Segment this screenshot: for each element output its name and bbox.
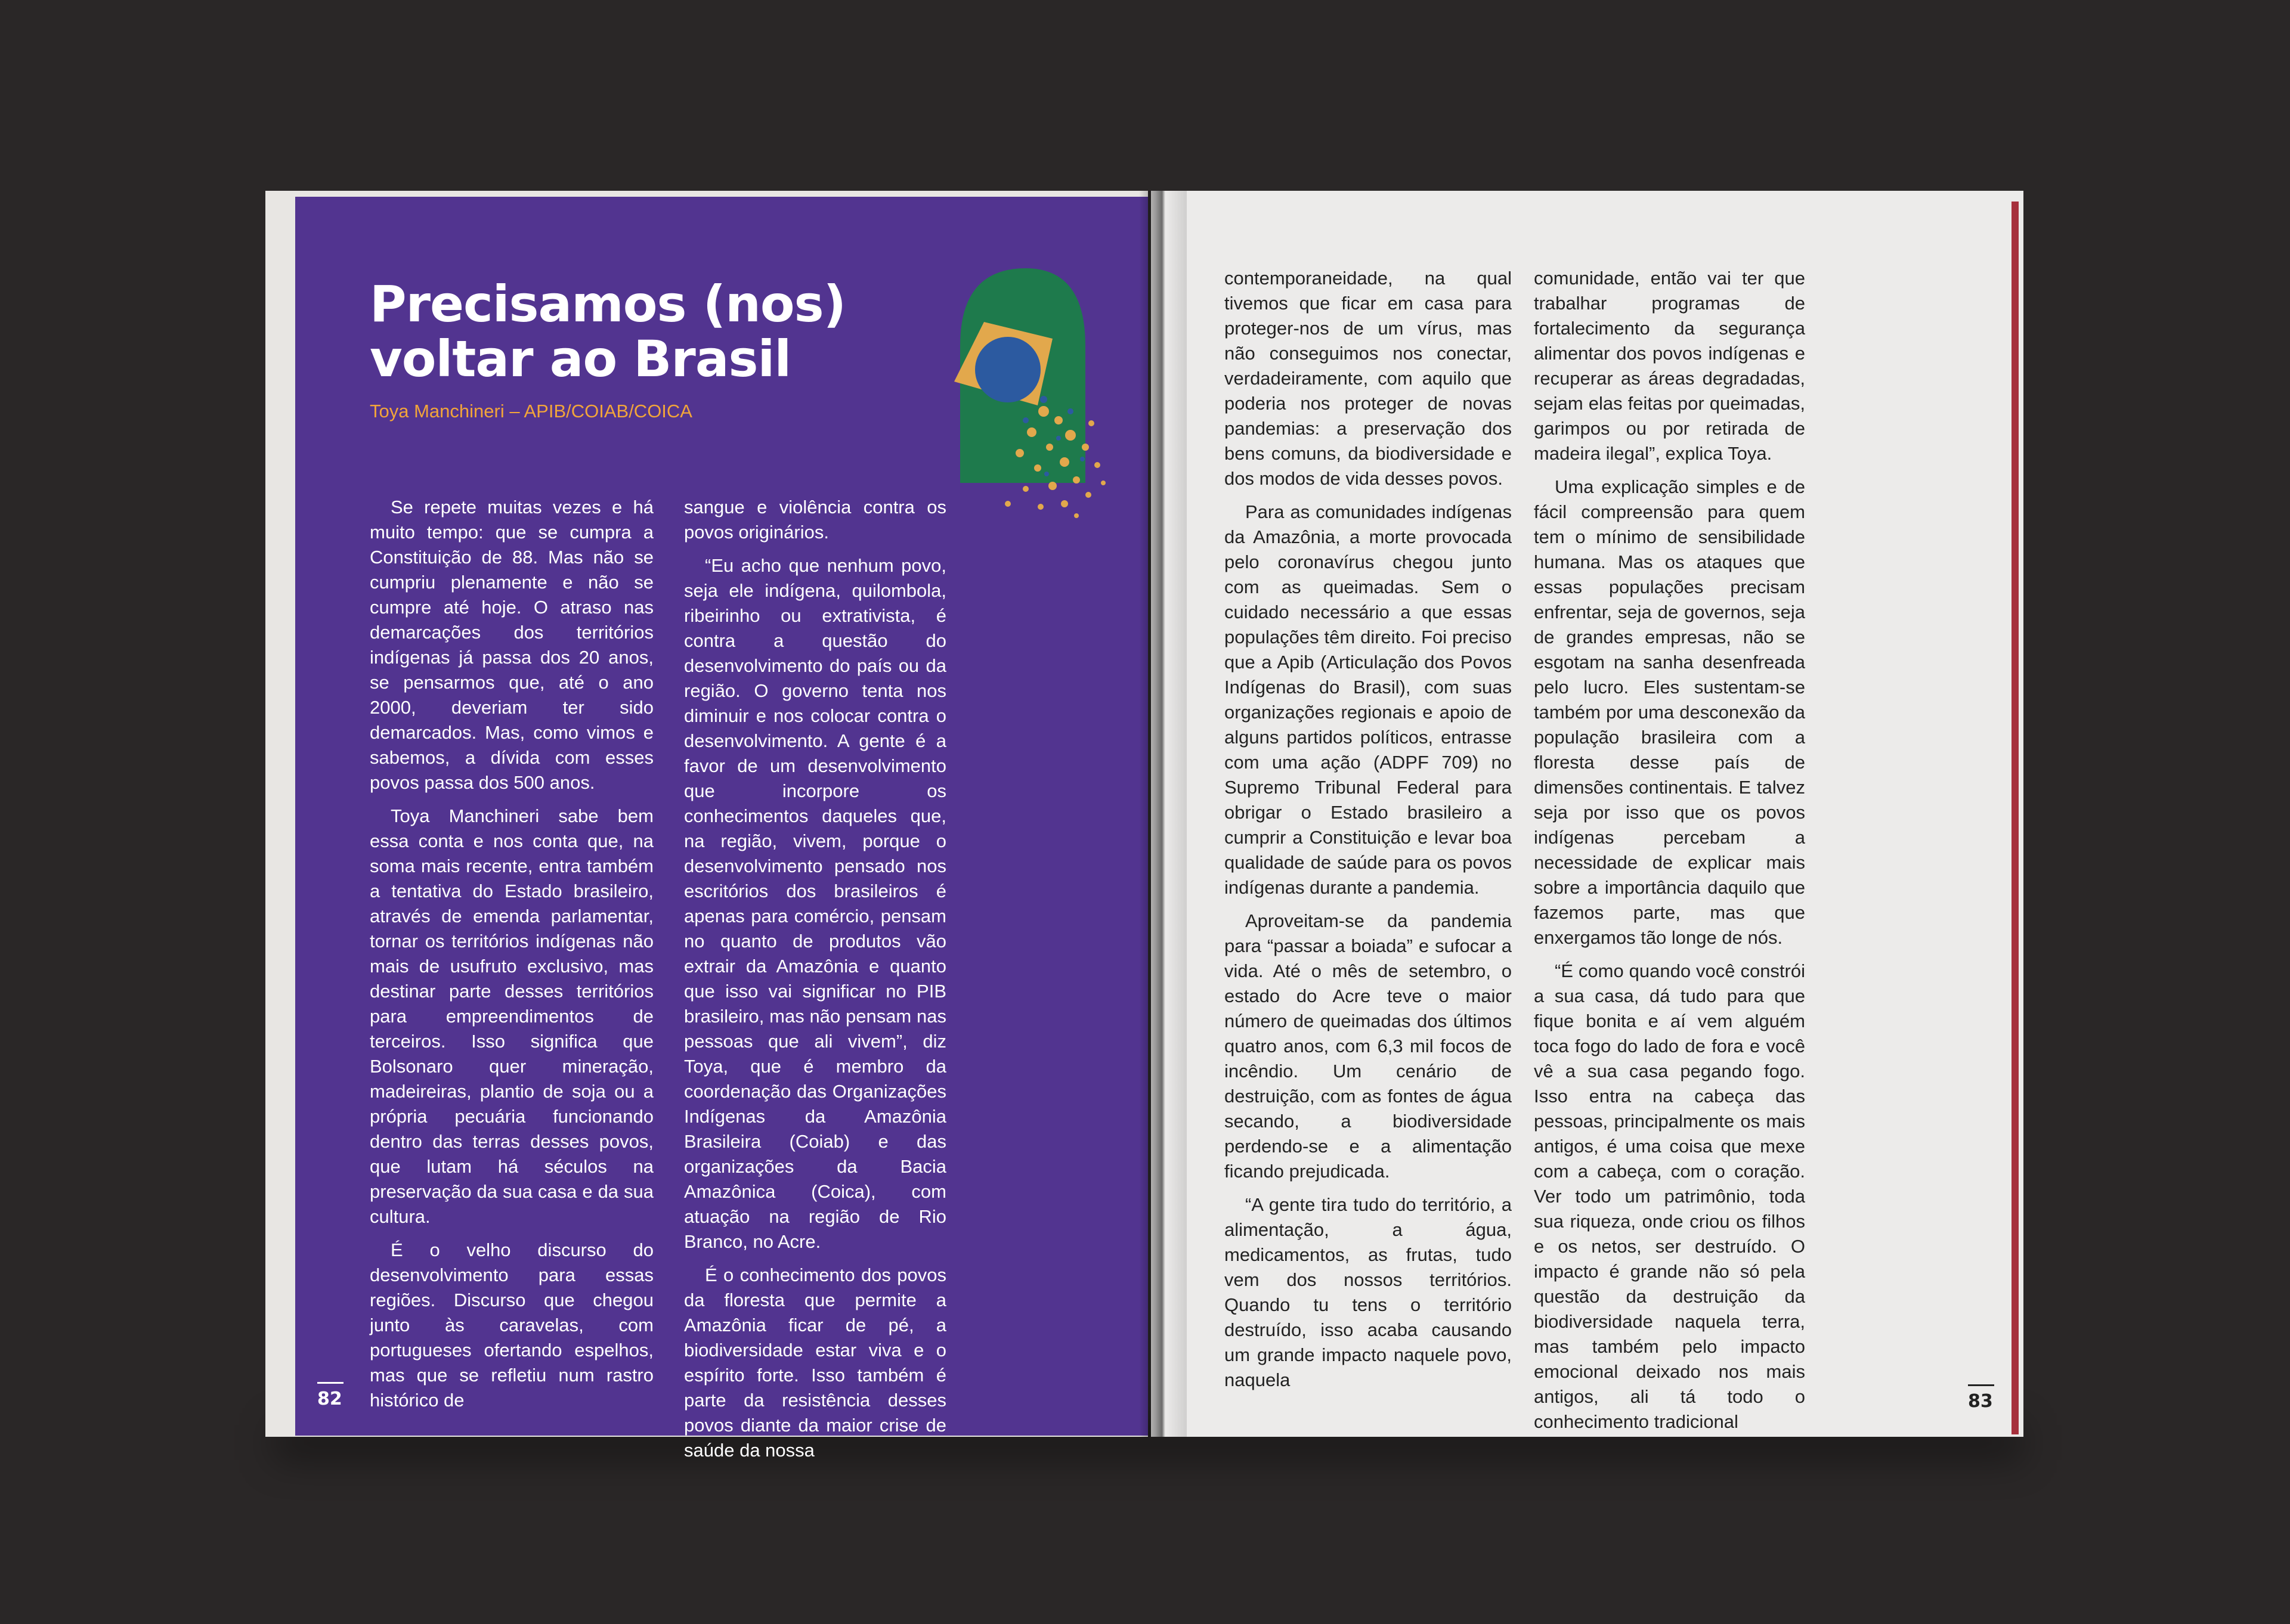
right-page-column-2 (1534, 266, 1805, 1443)
paragraph: “É como quando você constrói a sua casa, dá tudo para que fique bonita e aí vem alguém toca fogo do lado de fora e você vê a sua casa pegando fogo. Isso entra na cabeça das pessoas, principalmente os mais antigos, é uma coisa que mexe com a cabeça, com o coração. Ver todo um patrimônio, toda sua riqueza, onde criou os filhos e os netos, ser destruído. O impacto é grande não só pela questão da destruição da biodiversidade naquela terra, mas também pelo impacto emocional deixado nos mais antigos, ali tá todo o conhecimento tradicional (1534, 960, 1805, 1432)
right-page-column-1 (1224, 266, 1512, 1401)
article-byline: Toya Manchineri – APIB/COIAB/COICA (370, 401, 692, 422)
article-title (370, 277, 846, 386)
book-gutter (1139, 191, 1187, 1437)
left-page-column-2 (684, 495, 946, 1471)
paragraph: Se repete muitas vezes e há muito tempo: que se cumpra a Constituição de 88. Mas não se cumpriu plenamente e não se cumpre até hoje. O atraso nas demarcações dos territórios indígenas já passa dos 20 anos, se pensarmos que, até o ano 2000, deveriam ter sido demarcados. Mas, como vimos e sabemos, a dívida com esses povos passa dos 500 anos. (370, 497, 654, 793)
brazil-flag-crumbling-icon (948, 268, 1115, 531)
paragraph: contemporaneidade, na qual tivemos que ficar em casa para proteger-nos de um vírus, mas não conseguimos nos conectar, verdadeiramente, com aquilo que poderia nos proteger de novas pandemias: a preservação dos bens comuns, da biodiversidade e dos modos de vida desses povos. (1224, 268, 1512, 489)
page-edge-stripe (2012, 202, 2019, 1434)
title-line-2: voltar ao Brasil (370, 330, 791, 388)
paragraph: sangue e violência contra os povos originários. (684, 497, 946, 543)
page-number-left (317, 1382, 344, 1409)
title-line-1: Precisamos (nos) (370, 275, 846, 333)
paragraph: Toya Manchineri sabe bem essa conta e nos conta que, na soma mais recente, entra também a tentativa do Estado brasileiro, através de emenda parlamentar, tornar os territórios indígenas não mais de usufruto exclusivo, mas destinar parte desses territórios para empreendimentos de terceiros. Isso significa que Bolsonaro quer mineração, madeireiras, plantio de soja ou a própria pecuária funcionando dentro das terras desses povos, que lutam há séculos na preservação da sua casa e da sua cultura. (370, 805, 654, 1227)
paragraph: Para as comunidades indígenas da Amazônia, a morte provocada pelo coronavírus chegou junto com as queimadas. Sem o cuidado necessário a que essas populações têm direito. Foi preciso que a Apib (Articulação dos Povos Indígenas do Brasil), com suas organizações regionais e apoio de alguns partidos políticos, entrasse com uma ação (ADPF 709) no Supremo Tribunal Federal para obrigar o Estado brasileiro a cumprir a Constituição e levar boa qualidade de saúde para os povos indígenas durante a pandemia. (1224, 501, 1512, 898)
paragraph: comunidade, então vai ter que trabalhar programas de fortalecimento da segurança alimentar dos povos indígenas e recuperar as áreas degradadas, sejam elas feitas por queimadas, garimpos ou por retirada de madeira ilegal”, explica Toya. (1534, 268, 1805, 464)
paragraph: Uma explicação simples e de fácil compreensão para quem tem o mínimo de sensibilidade humana. Mas os ataques que essas populações precisam enfrentar, seja de governos, seja de grandes empresas, não se esgotam na sanha desenfreada pelo lucro. Eles sustentam-se também por uma desconexão da população brasileira com a floresta desse país de dimensões continentais. E talvez seja por isso que os povos indígenas percebam a necessidade de explicar mais sobre a importância daquilo que fazemos parte, mas que enxergamos tão longe de nós. (1534, 476, 1805, 948)
paragraph: “Eu acho que nenhum povo, seja ele indígena, quilombola, ribeirinho ou extrativista, é contra a questão do desenvolvimento do país ou da região. O governo tenta nos diminuir e nos colocar contra o desenvolvimento. A gente é a favor de um desenvolvimento que incorpore os conhecimentos daqueles que, na região, vivem, porque o desenvolvimento pensado nos escritórios dos brasileiros é apenas para comércio, pensam no quanto de produtos vão extrair da Amazônia e quanto que isso vai significar no PIB brasileiro, mas não pensam nas pessoas que ali vivem”, diz Toya, que é membro da coordenação das Organizações Indígenas da Amazônia Brasileira (Coiab) e das organizações da Bacia Amazônica (Coica), com atuação na região de Rio Branco, no Acre. (684, 555, 946, 1252)
page-number-value: 82 (317, 1389, 342, 1409)
paragraph: É o conhecimento dos povos da floresta que permite a Amazônia ficar de pé, a biodiversidade estar viva e o espírito forte. Isso também é parte da resistência desses povos diante da maior crise de saúde da nossa (684, 1265, 946, 1461)
page-number-rule (317, 1382, 344, 1384)
page-number-value: 83 (1968, 1391, 1993, 1412)
paragraph: Aproveitam-se da pandemia para “passar a boiada” e sufocar a vida. Até o mês de setembro, o estado do Acre teve o maior número de queimadas dos últimos quatro anos, com 6,3 mil focos de incêndio. Um cenário de destruição, com as fontes de água secando, a biodiversidade perdendo-se e a alimentação ficando prejudicada. (1224, 910, 1512, 1182)
page-number-right (1968, 1384, 1994, 1412)
page-number-rule (1968, 1384, 1994, 1386)
paragraph: É o velho discurso do desenvolvimento para essas regiões. Discurso que chegou junto às caravelas, com portugueses ofertando espelhos, mas que se refletiu num rastro histórico de (370, 1239, 654, 1411)
paragraph: “A gente tira tudo do território, a alimentação, a água, medicamentos, as frutas, tudo vem dos nossos territórios. Quando tu tens o território destruído, isso acaba causando um grande impacto naquele povo, naquela (1224, 1194, 1512, 1390)
left-page-column-1 (370, 495, 654, 1421)
